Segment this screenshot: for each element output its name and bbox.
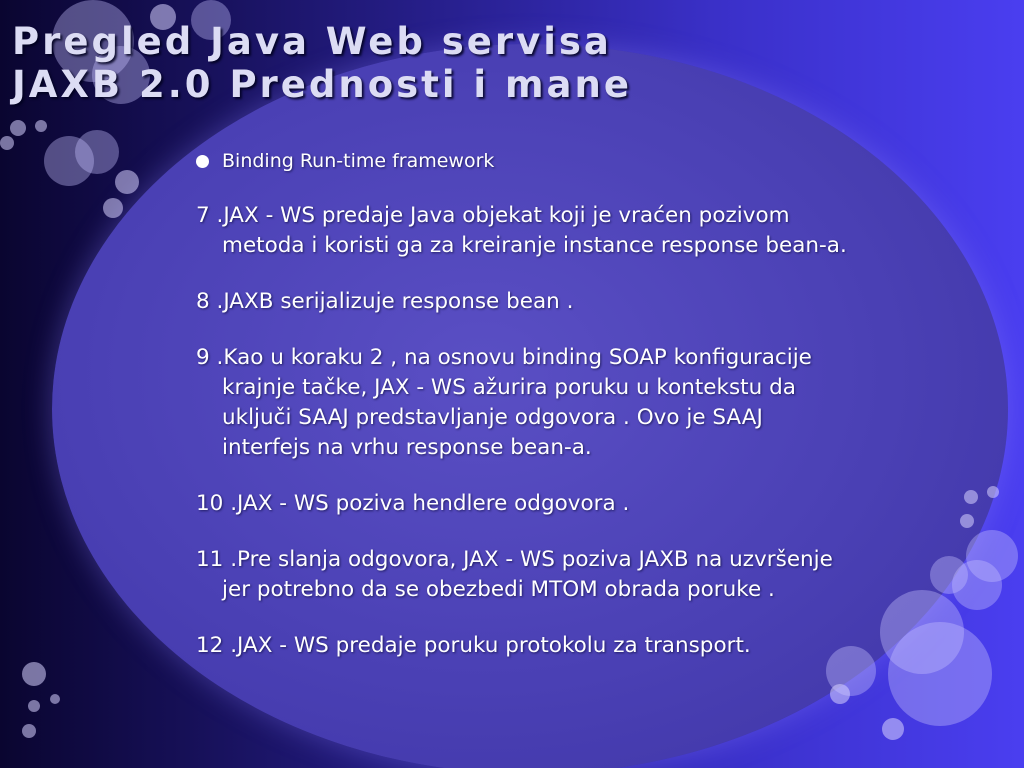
bullet-item	[196, 146, 856, 176]
bubble-decoration	[952, 560, 1002, 610]
bubble-decoration	[987, 486, 999, 498]
slide-title	[12, 20, 632, 106]
bubble-decoration	[35, 120, 47, 132]
bullet-text: Binding Run-time framework	[222, 150, 495, 172]
bubble-decoration	[10, 120, 26, 136]
title-line-1: Pregled Java Web servisa	[12, 20, 612, 63]
bubble-decoration	[888, 622, 992, 726]
step-item-11: 11 .Pre slanja odgovora, JAX - WS poziva JAXB na uzvršenje jer potrebno da se obezbedi MTOM obrada poruke .	[196, 547, 833, 602]
bubble-decoration	[50, 694, 60, 704]
step-item-7: 7 .JAX - WS predaje Java objekat koji je vraćen pozivom metoda i koristi ga za kreiranje instance response bean-a.	[196, 203, 847, 258]
bubble-decoration	[75, 130, 119, 174]
bubble-decoration	[28, 700, 40, 712]
bubble-decoration	[964, 490, 978, 504]
slide-content	[196, 146, 856, 661]
bubble-decoration	[115, 170, 139, 194]
bubble-decoration	[830, 684, 850, 704]
bullet-dot-icon	[196, 155, 209, 168]
bubble-decoration	[103, 198, 123, 218]
step-item-10: 10 .JAX - WS poziva hendlere odgovora .	[196, 491, 630, 516]
bubble-decoration	[960, 514, 974, 528]
title-line-2: JAXB 2.0 Prednosti i mane	[12, 63, 632, 106]
step-item-12: 12 .JAX - WS predaje poruku protokolu za transport.	[196, 633, 751, 658]
bubble-decoration	[22, 662, 46, 686]
step-item-9: 9 .Kao u koraku 2 , na osnovu binding SOAP konfiguracije krajnje tačke, JAX - WS ažurira poruku u kontekstu da uključi SAAJ predstavljanje odgovora . Ovo je SAAJ interfejs na vrhu response bean-a.	[196, 345, 812, 460]
bubble-decoration	[22, 724, 36, 738]
step-item-8: 8 .JAXB serijalizuje response bean .	[196, 289, 574, 314]
bubble-decoration	[0, 136, 14, 150]
bubble-decoration	[882, 718, 904, 740]
